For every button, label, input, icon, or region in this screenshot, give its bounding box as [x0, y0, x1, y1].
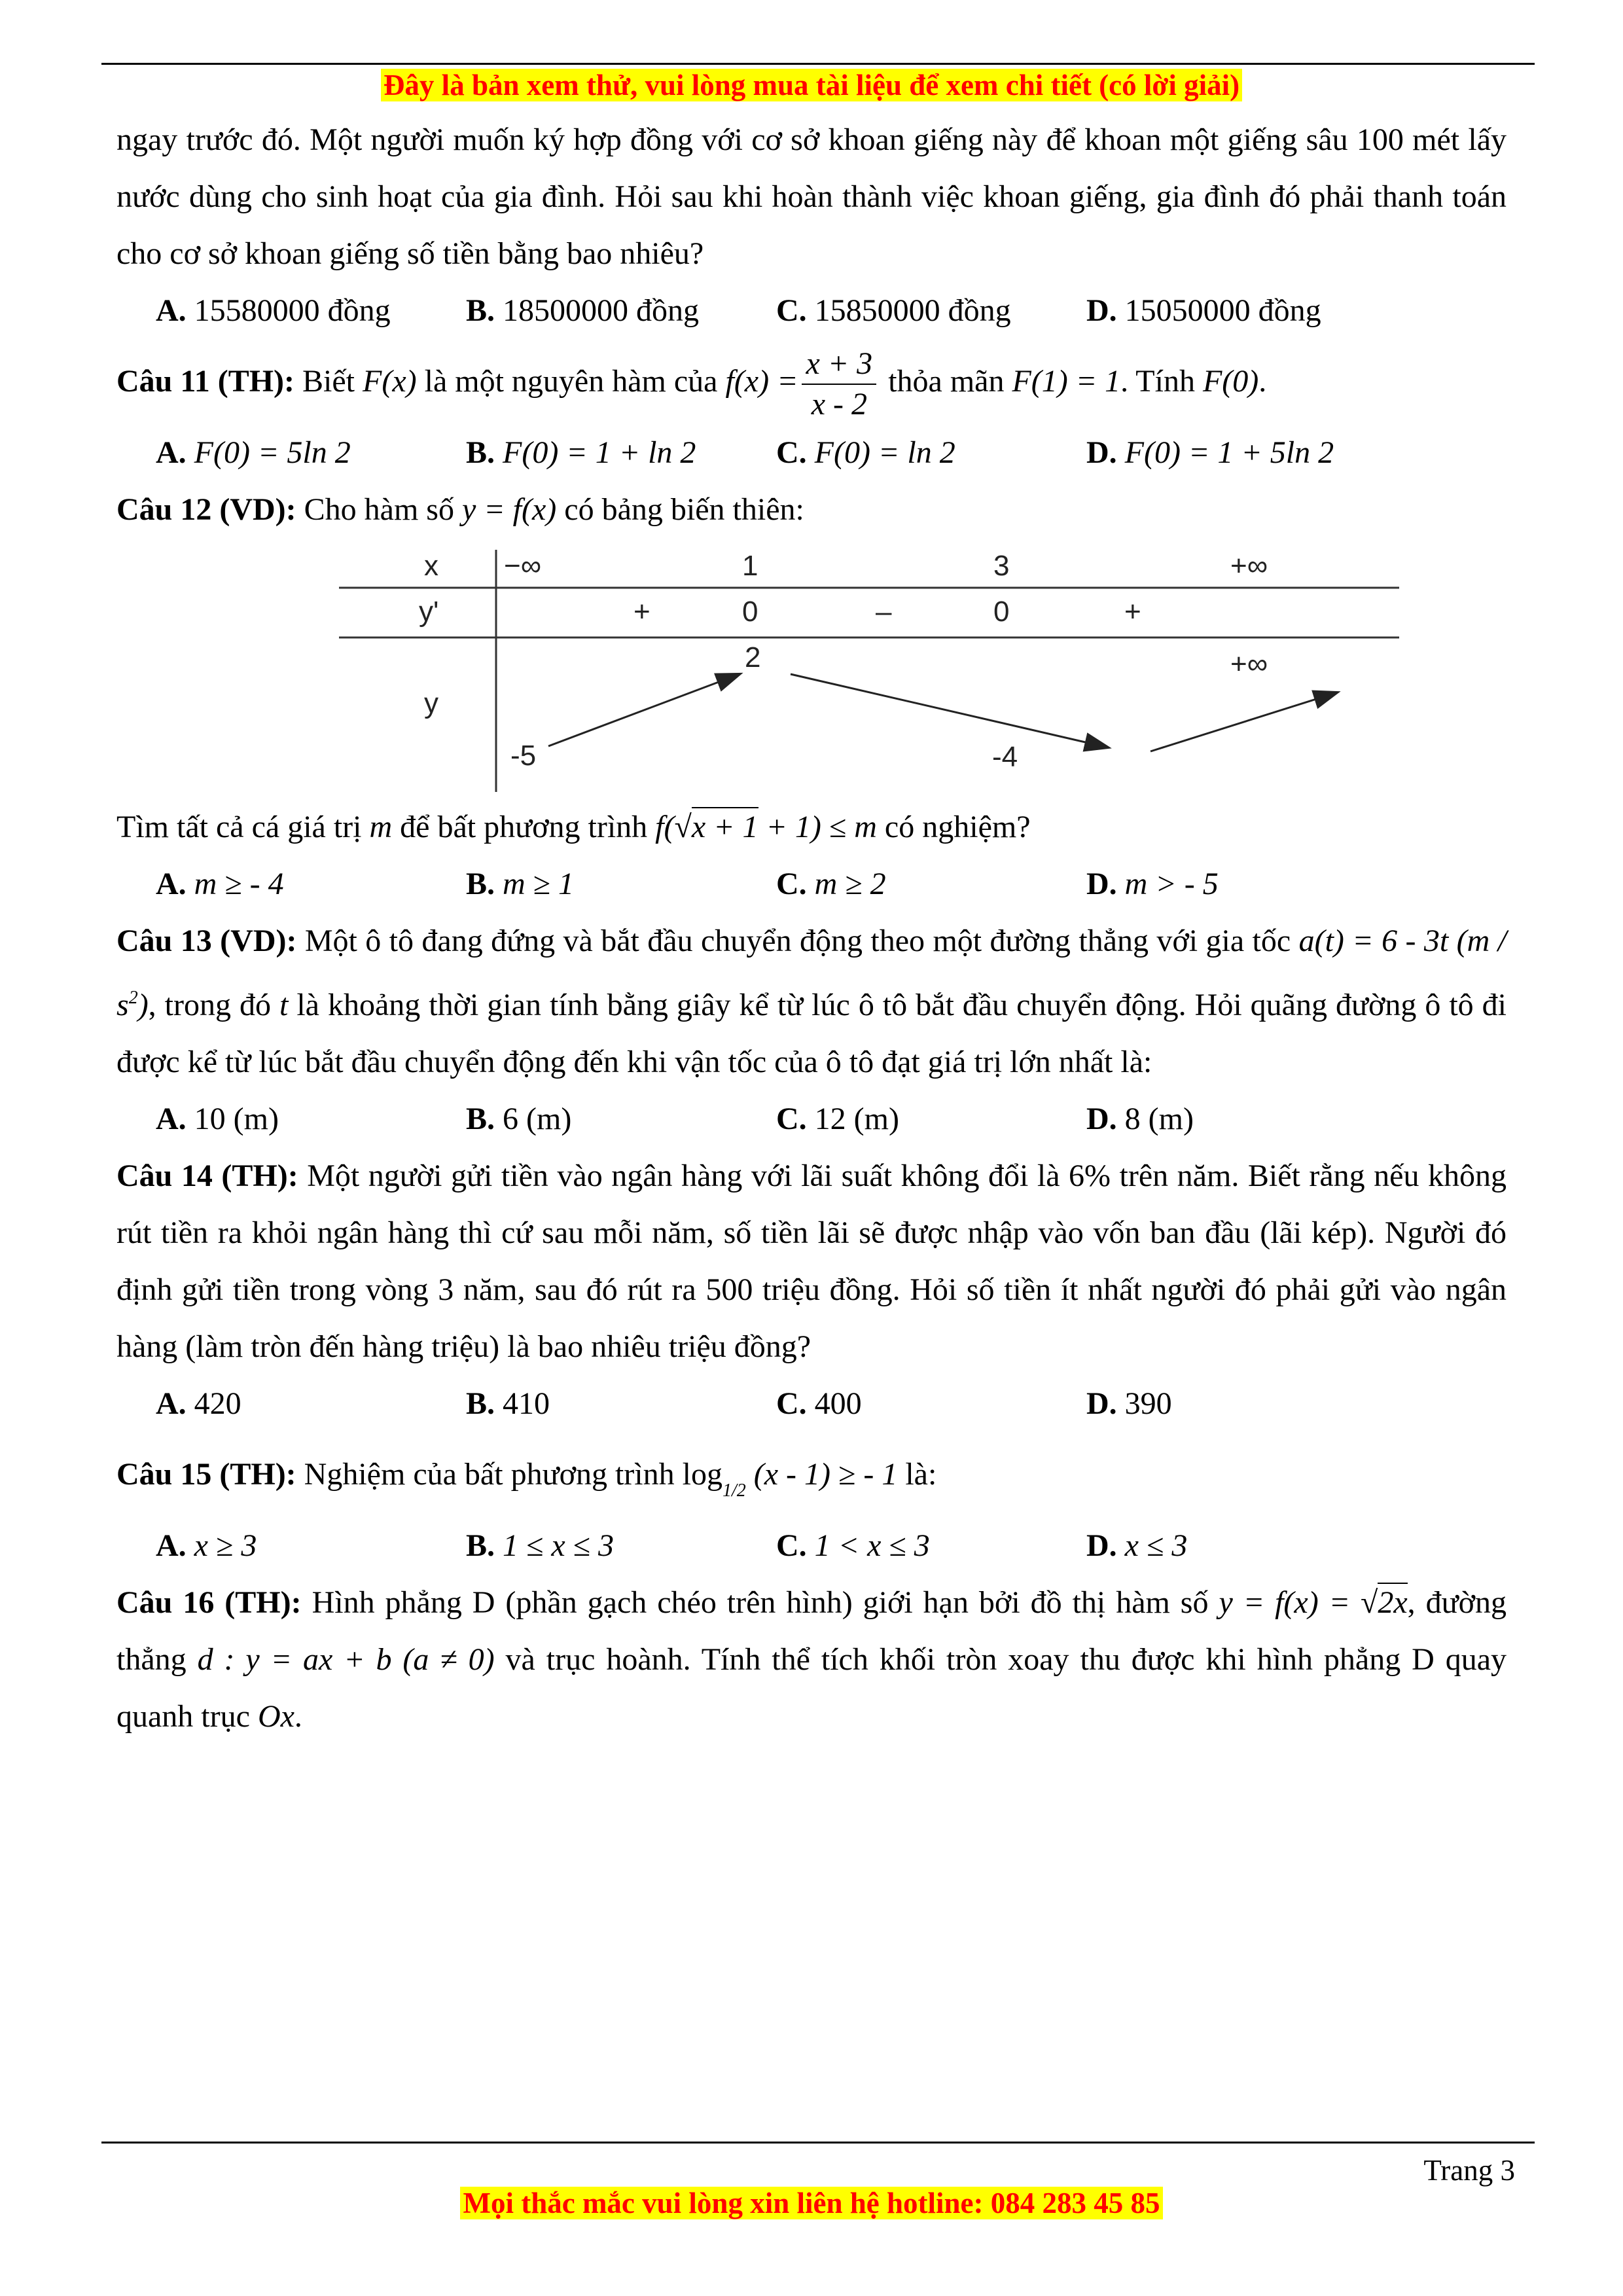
q12-inequality: f(√x + 1 + 1) ≤ m: [655, 807, 877, 844]
q15-option-b[interactable]: B. 1 ≤ x ≤ 3: [466, 1528, 615, 1563]
y-value-max: 2: [745, 641, 761, 673]
page-number: Trang 3: [1423, 2154, 1515, 2187]
q15-option-d[interactable]: D. x ≤ 3: [1086, 1528, 1188, 1563]
sign-4: 0: [993, 596, 1010, 628]
footer-rule: [101, 2142, 1535, 2144]
q10-options: [116, 282, 1507, 339]
sign-5: +: [1124, 596, 1141, 628]
q11-option-b[interactable]: B. F(0) = 1 + ln 2: [466, 435, 696, 470]
q10-option-b[interactable]: B. 18500000 đồng: [466, 293, 700, 328]
y-value-pos-inf: +∞: [1230, 648, 1268, 680]
q12-option-c[interactable]: C. m ≥ 2: [776, 867, 886, 901]
q14-option-c[interactable]: C. 400: [776, 1386, 862, 1421]
q11-option-a[interactable]: A. F(0) = 5ln 2: [156, 435, 351, 470]
x-value-pos-inf: +∞: [1230, 550, 1268, 582]
q13-option-b[interactable]: B. 6 (m): [466, 1102, 572, 1136]
q14-options: [116, 1375, 1507, 1432]
sign-3: –: [876, 596, 892, 628]
q15-log-expression: $\log_{1/2} (x - 1)$ ≥ - 1: [682, 1457, 898, 1501]
q12-option-b[interactable]: B. m ≥ 1: [466, 867, 575, 901]
q16-stem: Câu 16 (TH): Hình phẳng D (phần gạch chéo trên hình) giới hạn bởi đồ thị hàm số y = f(x) = √2x, đường thẳng d : y = ax + b (a ≠ 0) và trục hoành. Tính thể tích khối tròn xoay thu được khi hình phẳng D quay quanh trục Ox.: [116, 1574, 1507, 1745]
hotline-notice: Mọi thắc mắc vui lòng xin liên hệ hotline: 084 283 45 85: [0, 2186, 1623, 2220]
header-rule: [101, 63, 1535, 65]
x-value-3: 3: [993, 550, 1010, 582]
q14-option-d[interactable]: D. 390: [1086, 1386, 1172, 1421]
q10-text: ngay trước đó. Một người muốn ký hợp đồng với cơ sở khoan giếng này để khoan một giếng sâu 100 mét lấy nước dùng cho sinh hoạt của gia đình. Hỏi sau khi hoàn thành việc khoan giếng, gia đình đó phải thanh toán cho cơ sở khoan giếng số tiền bằng bao nhiêu?: [116, 122, 1507, 271]
q14-stem: Câu 14 (TH): Một người gửi tiền vào ngân hàng với lãi suất không đổi là 6% trên năm. Biết rằng nếu không rút tiền ra khỏi ngân hàng thì cứ sau mỗi năm, số tiền lãi sẽ được nhập vào vốn ban đầu (lãi kép). Người đó định gửi tiền trong vòng 3 năm, sau đó rút ra 500 triệu đồng. Hỏi số tiền ít nhất người đó phải gửi vào ngân hàng (làm tròn đến hàng triệu) là bao nhiêu triệu đồng?: [116, 1158, 1507, 1364]
arrow-up-2: [1150, 692, 1337, 751]
q13-option-c[interactable]: C. 12 (m): [776, 1102, 899, 1136]
yprime-label: y': [419, 596, 439, 628]
q15-stem: Câu 15 (TH): Nghiệm của bất phương trình $\log_{1/2} (x - 1)$ ≥ - 1 là:: [116, 1457, 937, 1501]
arrow-down: [791, 674, 1108, 747]
y-value-min1: -5: [510, 740, 537, 772]
q10-option-a[interactable]: A. 15580000 đồng: [156, 293, 391, 328]
q12-stem: Câu 12 (VD): Cho hàm số y = f(x) có bảng biến thiên:: [116, 492, 804, 527]
x-value-neg-inf: −∞: [504, 550, 542, 582]
x-label: x: [424, 550, 438, 582]
x-value-1: 1: [742, 550, 758, 582]
q11-stem: Câu 11 (TH): Biết F(x) là một nguyên hàm của f(x) = $\frac{x + 3}{x - 2}$ thỏa mãn F(1) = 1. Tính F(0).: [116, 339, 1507, 424]
q15-option-c[interactable]: C. 1 < x ≤ 3: [776, 1528, 930, 1563]
q15-option-a[interactable]: A. x ≥ 3: [156, 1528, 257, 1563]
q13-option-d[interactable]: D. 8 (m): [1086, 1102, 1194, 1136]
y-value-min2: -4: [992, 741, 1018, 773]
y-label: y: [424, 687, 438, 719]
q10-option-d[interactable]: D. 15050000 đồng: [1086, 293, 1321, 328]
q12-options: [116, 855, 1507, 912]
page-content: [116, 111, 1507, 1745]
q13-option-a[interactable]: A. 10 (m): [156, 1102, 279, 1136]
variation-table: [116, 550, 1507, 792]
q13-options: [116, 1090, 1507, 1147]
q14-option-a[interactable]: A. 420: [156, 1386, 241, 1421]
q11-option-c[interactable]: C. F(0) = ln 2: [776, 435, 955, 470]
q12-question: Tìm tất cả cá giá trị m để bất phương trình f(√x + 1 + 1) ≤ m có nghiệm?: [116, 798, 1507, 855]
arrow-up-1: [548, 674, 740, 746]
q11-option-d[interactable]: D. F(0) = 1 + 5ln 2: [1086, 435, 1334, 470]
q11-options: [116, 424, 1507, 481]
q12-option-d[interactable]: D. m > - 5: [1086, 867, 1219, 901]
q10-option-c[interactable]: C. 15850000 đồng: [776, 293, 1011, 328]
q15-options: [116, 1517, 1507, 1574]
q11-fraction: $\frac{x + 3}{x - 2}$: [802, 344, 876, 424]
preview-notice: Đây là bản xem thử, vui lòng mua tài liệu để xem chi tiết (có lời giải): [0, 68, 1623, 102]
q13-stem: Câu 13 (VD): Một ô tô đang đứng và bắt đầu chuyển động theo một đường thẳng với gia tốc a(t) = 6 - 3t $(m / s^2)$, trong đó t là khoảng thời gian tính bằng giây kể từ lúc ô tô bắt đầu chuyển động. Hỏi quãng đường ô tô đi được kể từ lúc bắt đầu chuyển động đến khi vận tốc của ô tô đạt giá trị lớn nhất là:: [116, 924, 1507, 1079]
q14-option-b[interactable]: B. 410: [466, 1386, 550, 1421]
sign-2: 0: [742, 596, 758, 628]
q12-option-a[interactable]: A. m ≥ - 4: [156, 867, 284, 901]
sign-1: +: [633, 596, 651, 628]
